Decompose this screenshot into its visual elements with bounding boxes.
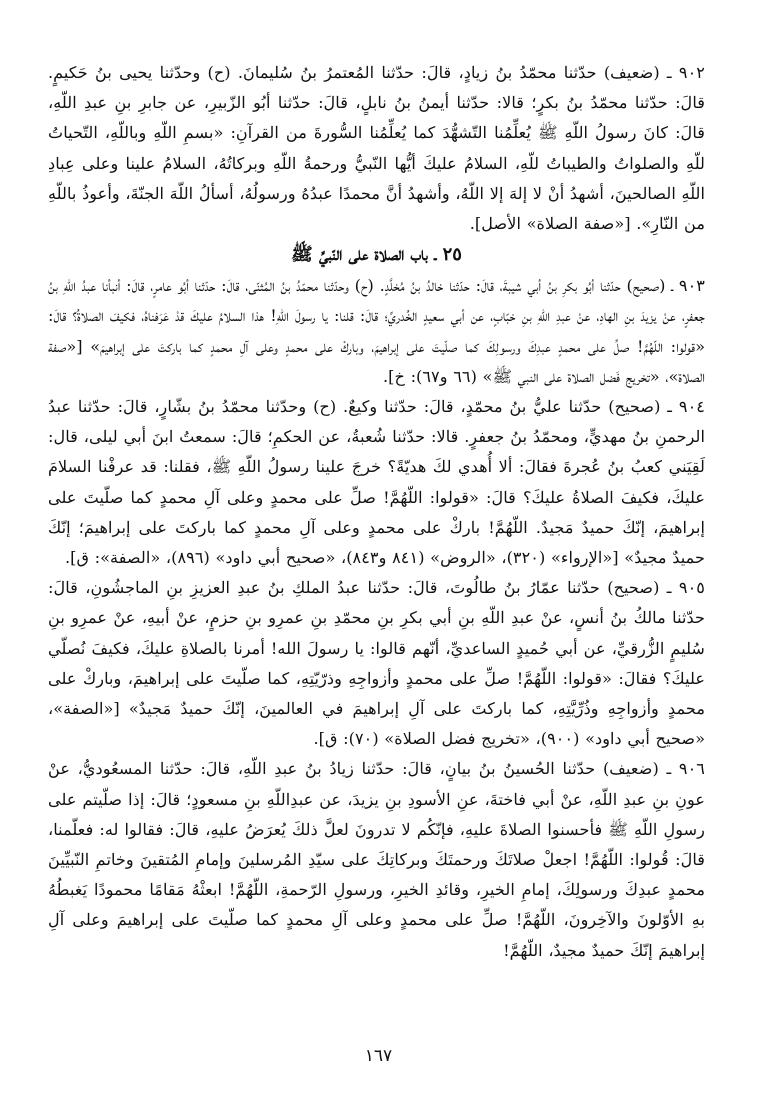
hadith-903: ٩٠٣ ـ (صحيح) حدّثنا أبُو بكرِ بنُ أبي شيبةَ، قالَ: حدّثنا خالدُ بنُ مُخلَّدٍ. (ح) وحدّثنا محمّدُ بنُ المُثنّى، قالَ: حدّثنا أبُو عامرٍ، قالَ: أنبأنا عبدُ اللّهِ بنُ جعفرٍ، عنْ يزيدَ بنِ الهادِ، عنْ عبدِ اللّهِ بنِ خبّابٍ، عن أبي سعيدٍ الخُدريِّ؛ قالَ: قلنا: يا رسولَ اللّهِ! هذا السلامُ عليكَ قدْ عَرَفناهُ، فكيفَ الصلاةُ؟ قالَ: «قولوا: اللّهُمَّ! صلِّ على محمدٍ عبدِكَ ورسولِكَ كما صلّيتَ على إبراهيمَ، وباركْ على محمدٍ وعلى آلِ محمدٍ كما باركتَ على إبراهيمَ» [«صفة الصلاة»، «تخريج فَضل الصلاة على النبي ﷺ» (٦٦ و٦٧): خ].: [48, 276, 705, 386]
hadith-906: ٩٠٦ ـ (ضعيف) حدّثنا الحُسينُ بنُ بيانٍ، قالَ: حدّثنا زيادُ بنُ عبدِ اللّهِ، قالَ: حدّثنا المسعُوديُّ، عنْ عونِ بنِ عبدِ اللّهِ، عنْ أبي فاختةَ، عنِ الأسودِ بنِ يزيدَ، عن عبدِاللّهِ بنِ مسعودٍ؛ قالَ: إذا صلّيتم على رسولِ اللّهِ ﷺ فأحسنوا الصلاةَ عليهِ، فإنّكُم لا تدرونَ لعلَّ ذلكَ يُعرَضُ عليهِ، قالَ: فقالوا له: فعلّمنا، قالَ: قُولوا: اللّهُمَّ! اجعلْ صلاتَكَ ورحمتَكَ وبركاتِكَ على سيّدِ المُرسلينَ وإمامِ المُتقينَ وخاتمِ النّبيِّينَ محمدٍ عبدِكَ ورسولِكَ، إمامِ الخيرِ، وقائدِ الخيرِ، ورسولِ الرّحمةِ، اللّهُمَّ! ابعثْهُ مَقامًا محمودًا يَغبطُهُ بهِ الأوّلونَ والآخِرونَ، اللّهُمَّ! صلِّ على محمدٍ وعلى آلِ محمدٍ كما صلّيتَ على إبراهيمَ وعلى آلِ إبراهيمَ إنّكَ حميدٌ مجيدٌ، اللّهُمَّ!: [48, 759, 705, 960]
page-number: ١٦٧: [364, 1046, 393, 1066]
hadith-902: ٩٠٢ ـ (ضعيف) حدّثنا محمّدُ بنُ زيادٍ، قالَ: حدّثنا المُعتمرُ بنُ سُليمانَ. (ح) وحدّثنا يحيى بنُ حَكيمٍ. قالَ: حدّثنا محمّدُ بنُ بكرٍ؛ قالا: حدّثنا أيمنُ بنُ نابلٍ، قالَ: حدّثنا أبُو الزّبيرِ، عن جابرِ بنِ عبدِ اللّهِ، قالَ: كانَ رسولُ اللّهِ ﷺ يُعلِّمُنا التّشهُّدَ كما يُعلِّمُنا السُّورةَ من القرآنِ: «بسمِ اللّهِ وباللّهِ، التّحياتُ للّهِ والصلواتُ والطيباتُ للّهِ، السلامُ عليكَ أيُّها النّبيُّ ورحمةُ اللّهِ وبركاتُهُ، السلامُ علينا وعلى عِبادِ اللّهِ الصالحينَ، أشهدُ أنْ لا إلهَ إلا اللّهُ، وأشهدُ أنَّ محمدًا عبدُهُ ورسولُهُ، أسألُ اللّهَ الجنّةَ، وأعوذُ باللّهِ من النّارِ». [«صفة الصلاة» الأصل].: [48, 63, 705, 234]
hadith-904: ٩٠٤ ـ (صحيح) حدّثنا عليُّ بنُ محمّدٍ، قالَ: حدّثنا وكيعٌ. (ح) وحدّثنا محمّدُ بنُ بشّارٍ، قالَ: حدّثنا عبدُ الرحمنِ بنُ مهديٍّ، ومحمّدُ بنُ جعفرٍ. قالا: حدّثنا شُعبةُ، عن الحكمِ؛ قالَ: سمعتُ ابنَ أبي ليلى، قال: لَقِيَني كعبُ بنُ عُجرةَ فقالَ: ألا أُهدي لكَ هديّةً؟ خرجَ علينا رسولُ اللّهِ ﷺ، فقلنا: قد عرفْنا السلامَ عليكَ، فكيفَ الصلاةُ عليكَ؟ قالَ: «قولوا: اللّهُمَّ! صلِّ على محمدٍ وعلى آلِ محمدٍ كما صلّيتَ على إبراهيمَ، إنّكَ حميدٌ مَجيدٌ. اللّهُمَّ! باركْ على محمدٍ وعلى آلِ محمدٍ كما باركتَ على إبراهيمَ؛ إنّكَ حميدٌ مجيدٌ» [«الإرواء» (٣٢٠)، «الروض» (٨٤١ و٨٤٣)، «صحيح أبي داود» (٨٩٦)، «الصفة»: ق].: [48, 397, 705, 568]
chapter-heading: ٢٥ ـ باب الصلاة على النّبيِّ ﷺ: [291, 244, 462, 266]
hadith-905: ٩٠٥ ـ (صحيح) حدّثنا عمّارُ بنُ طالُوتَ، قالَ: حدّثنا عبدُ الملكِ بنُ عبدِ العزيزِ بنِ الماجشُونِ، قالَ: حدّثنا مالكُ بنُ أنسٍ، عنْ عبدِ اللّهِ بنِ أبي بكرِ بنِ محمّدِ بنِ عمرِو بنِ حزمٍ، عنْ أبيهِ، عنْ عمرِو بنِ سُليمٍ الزُّرقيِّ، عن أبي حُميدٍ الساعديِّ، أنّهم قالوا: يا رسولَ الله! أمرنا بالصلاةِ عليكَ، فكيفَ نُصلّي عليكَ؟ فقالَ: «قولوا: اللّهُمَّ! صلِّ على محمدٍ وأزواجِهِ وذرّيّتِهِ، كما صلّيتَ على إبراهيمَ، وباركْ على محمدٍ وأزواجِهِ وذُرِّيَّتِهِ، كما باركتَ على آلِ إبراهيمَ في العالمينَ، إنّكَ حميدٌ مَجيدٌ» [«الصفة»، «صحيح أبي داود» (٩٠٠)، «تخريج فضل الصلاة» (٧٠): ق].: [48, 578, 705, 749]
